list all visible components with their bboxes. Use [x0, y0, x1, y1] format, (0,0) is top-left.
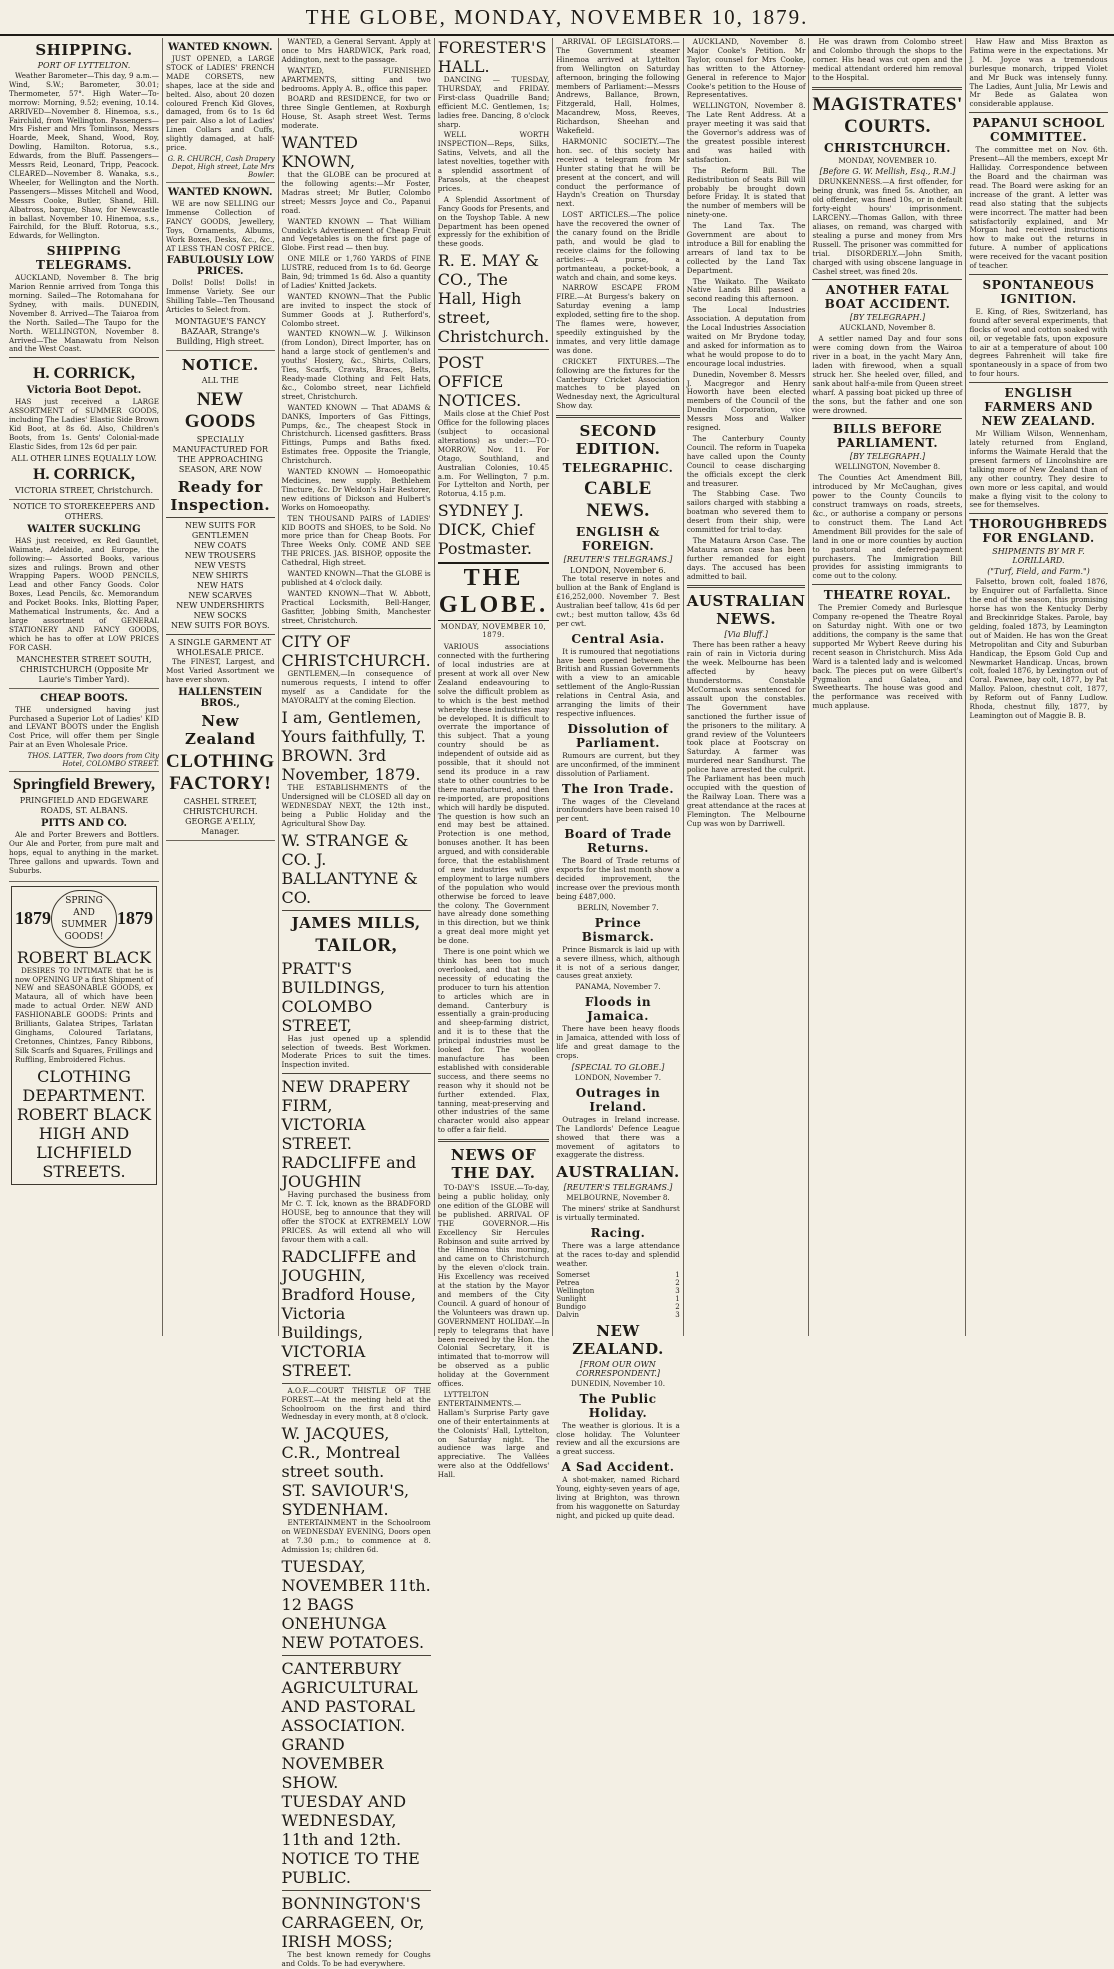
black-footer: ROBERT BLACK — [16, 1104, 152, 1124]
divider — [9, 357, 159, 358]
outrages-text: Outrages in Ireland increase. The Landlords' Defence League showed that there was a movement of agitators to exaggerate the distress. — [556, 1114, 680, 1160]
london2-dateline: LONDON, November 7. — [574, 1072, 662, 1082]
farmers-text: Mr William Wilson, Wennenham, lately returned from England, informs the Waimate Herald that the present farmers of Lincolnshire are talking more of New Zealand than of any other country. They desire to own more or less capital, and would make a flying visit to the colony to see for themselves. — [969, 429, 1108, 510]
divider — [282, 1890, 431, 1891]
bills-sub: [BY TELEGRAPH.] — [849, 452, 926, 462]
corrick-ad — [9, 361, 159, 499]
suit-9: NEW SUITS FOR BOYS. — [170, 621, 270, 631]
board-trade-title: Board of Trade Returns. — [564, 827, 672, 856]
boat-accident-title: ANOTHER FATAL BOAT ACCIDENT. — [824, 283, 951, 312]
holiday-text: The weather is glorious. It is a close holiday. The Volunteer review and all the excursions are a great success. — [556, 1420, 680, 1457]
brewery-subtitle: PRINGFIELD AND EDGEWARE ROADS, ST. ALBANS. — [19, 796, 149, 816]
dunedin-dateline: DUNEDIN, November 10. — [570, 1378, 666, 1388]
suit-8: NEW SOCKS — [193, 611, 247, 621]
black-address: HIGH AND LICHFIELD STREETS. — [36, 1123, 132, 1181]
racing-title: Racing. — [590, 1226, 646, 1241]
entertainment-title: ST. SAVIOUR'S, SYDENHAM. — [281, 1481, 410, 1520]
wanted-known-wilkinson: WANTED KNOWN—W. J. Wilkinson (from London), Direct Importer, has on hand a large stock of gentlemen's and youths' Hosiery, &c., Shirts, Collars, Ties, Scarfs, Cravats, Braces, Belts, Ready-made Clothing and Felt Hats, &c., Colombo street, near Lichfield street, Christchurch. — [281, 329, 431, 401]
fabulous-text: Dolls! Dolls! Dolls! in Immense Variety. See our Shilling Table—Ten Thousand Articles to Select from. — [166, 278, 275, 315]
shipping-text: Weather Barometer—This day, 9 a.m.—Wind, S.W.; Barometer, 30.01; Thermometer, 57°. High Water—To-morrow: Morning, 9.52; evening, 10.14. ARRIVED—November 8. Hinemoa, s.s., Fairchild, from Wellington. Passengers—Mrs Fisher and Mrs Tomlinson, Messrs Hoarde, Meek, Shand, Wood, Roy, Dowling, Hamilton. Rotorua, s.s., Edwards, from the Bluff. Passengers—Messrs Reid, Leonard, Tripp, Peacock. CLEARED—November 8. Wanaka, s.s., Wheeler, for Wellington and the North. Passengers—Misses Mitchell and Wood, Messrs Cooke, Butler, Shand, Hill. Albatross, barque, Shaw, for Newcastle in ballast. November 10. Hinemoa, s.s., Fairchild, for the Bluff. Rotorua, s.s., Edwards, for Wellington. — [9, 71, 159, 241]
masthead-title: THE GLOBE, MONDAY, NOVEMBER 10, 1879. — [305, 5, 809, 29]
accident-title: A Sad Accident. — [561, 1460, 675, 1475]
christchurch-text: DRUNKENNESS.—A first offender, for being drunk, was fined 5s. Another, an old offender, was fined 10s, or in default forty-eight hours' imprisonment. LARCENY.—Thomas Gallon, with three aliases, on remand, was charged with stealing a purse and money from Mrs Russell. The prisoner was committed for trial. DISORDERLY.—John Smith, charged with using obscene language in Cashel street, was fined 20s. — [812, 177, 963, 276]
pitts-text: Ale and Porter Brewers and Bottlers. Our Ale and Porter, from pure malt and hops, equal to anything in the market. Three gallons and upwards. Town and Suburbs. — [9, 830, 159, 875]
column-6 — [684, 38, 810, 1336]
divider — [687, 585, 806, 588]
news-text-2: LYTTELTON ENTERTAINMENTS.—Hallam's Surprise Party gave one of their entertainments at the Colonists' Hall, Lyttelton, on Saturday night. The audience was large and appreciative. The Vallées were also at the Oddfellows' Hall. — [437, 1389, 550, 1480]
closing-notice: THE ESTABLISHMENTS of the Undersigned will be CLOSED all day on WEDNESDAY NEXT, the 12th inst., being a Public Holiday and the Agricultural Show Day. — [281, 783, 431, 828]
thoroughbreds-source: ("Turf, Field, and Farm.") — [987, 567, 1090, 577]
cooke-petition: AUCKLAND, November 8. Major Cooke's Petition. Mr Taylor, counsel for Mrs Cooke, has written to the Attorney-General in reference to Major Cooke's petition to the House of Representatives. — [686, 37, 806, 100]
suckling-ad — [9, 500, 159, 689]
bazaar-name: MONTAGUE'S FANCY BAZAAR, Strange's Building, High street. — [174, 317, 266, 347]
race-row — [556, 1287, 680, 1295]
boat-accident-dateline: AUCKLAND, November 8. — [839, 323, 936, 333]
iron-trade-text: The wages of the Cleveland ironfounders have been raised 10 per cent. — [556, 796, 680, 824]
panama-dateline: PANAMA, November 7. — [575, 982, 661, 992]
brewery-ad — [9, 772, 159, 882]
legislators-text: ARRIVAL OF LEGISLATORS.—The Government steamer Hinemoa arrived at Lyttelton from Wellington on Saturday afternoon, bringing the following members of Parliament:—Messrs Andrews, Ballance, Brown, Fitzgerald, Hall, Holmes, Macandrew, Moss, Reeves, Richardson, Sheehan and Wakefield. — [556, 37, 680, 136]
divider — [282, 628, 431, 629]
kid-boots-ad: TEN THOUSAND PAIRS of LADIES' KID BOOTS and SHOES, to be Sold. No more price than for Cheap Boots. For Three Weeks Only. COME AND SEE THE PRICES. JAS. BISHOP, opposite the Cathedral, High street. — [281, 513, 431, 568]
christchurch-date: MONDAY, NOVEMBER 10. — [838, 155, 937, 165]
wanted-known-rutherford: WANTED KNOWN—That the Public are invited to inspect the stock of Summer Goods at J. Rutherford's, Colombo street. — [281, 291, 431, 328]
australian-news-text: There has been rather a heavy rain of rain in Victoria during the week. Melbourne has been affected by heavy thunderstorms. Constable McCormack was sentenced for assault upon the constables. The Government have sanctioned the further issue of the prisoners to the military. A grand review of the Volunteers took place at Footscray on Saturday. A farmer was murdered near Sandhurst. The police have arrested the culprit. The Parliament has been much occupied with the question of the Railway Loan. There was a great attendance at the races at Flemington. The Melbourne Cup was won by Darriwell. — [686, 640, 806, 828]
race-row — [556, 1303, 680, 1311]
radcliffe-title: RADCLIFFE and JOUGHIN — [281, 1153, 417, 1192]
ready-title: Ready for Inspection. — [170, 478, 271, 515]
special-label: [SPECIAL TO GLOBE.] — [571, 1062, 665, 1072]
wanted-apartments: WANTED, FURNISHED APARTMENTS, sitting and two bedrooms. Apply A. B., office this paper. — [281, 65, 431, 93]
new-goods-ad — [166, 351, 275, 841]
suit-4: NEW SHIRTS — [192, 571, 249, 581]
wanted-corsets-signature: G. R. CHURCH, Cash Drapery Depot, High street, Late Mrs Bowler. — [167, 154, 275, 179]
suit-5: NEW HATS — [196, 581, 244, 591]
divider — [969, 513, 1107, 514]
racing-text: There was a large attendance at the races to-day and splendid weather. — [556, 1241, 680, 1268]
divider — [812, 584, 962, 585]
shipping-telegrams-heading: SHIPPING TELEGRAMS. — [36, 244, 132, 273]
suit-6: NEW SCARVES — [188, 591, 253, 601]
potatoes-lot: 12 BAGS ONEHUNGA NEW POTATOES. — [281, 1594, 425, 1652]
farmers-title: ENGLISH FARMERS AND NEW ZEALAND. — [981, 386, 1096, 429]
wanted-known-published: WANTED KNOWN—That the GLOBE is published at 4 o'clock daily. — [281, 569, 431, 587]
thoroughbreds-sub: SHIPMENTS BY MR F. LORILLARD. — [992, 547, 1085, 566]
central-asia-title: Central Asia. — [571, 631, 665, 646]
divider — [969, 274, 1107, 275]
wanted-known-homoeopathic: WANTED KNOWN — Homoeopathic Medicines, new supply. Bethlehem Tincture, &c. Dr Weldon's Hair Restorer, new editions of Dickson and Hulbert's Works on Homoeopathy. — [281, 467, 431, 512]
shipping-telegrams-text: AUCKLAND, November 8. The brig Marion Rennie arrived from Tonga this morning. Sailed—The Rotomahana for Sydney, with mails. DUNEDIN, November 8. Arrived—The Taiaroa from the North. Sailed—The Taupo for the North. WELLINGTON, November 8. Arrived—The Manawatu from Nelson and the West Coast. — [9, 273, 159, 354]
divider — [282, 1383, 431, 1384]
melbourne-text: The miners' strike at Sandhurst is virtually terminated. — [556, 1204, 680, 1223]
fabulous-title: FABULOUSLY LOW PRICES. — [166, 255, 274, 278]
wanted-fancy-title: WANTED KNOWN. — [168, 186, 273, 198]
corrick-name: H. CORRICK, — [33, 465, 135, 483]
magistrates-title: MAGISTRATES' COURTS. — [812, 93, 963, 137]
board-residence: BOARD and RESIDENCE, for two or three Single Gentlemen, at Roxburgh House, St. Asaph street West. Terms moderate. — [281, 94, 431, 131]
cable-news-title: CABLE NEWS. — [584, 478, 652, 522]
column-7 — [809, 38, 966, 1336]
new-goods-title: NEW GOODS — [184, 389, 256, 433]
spring-year-left: 1879 — [15, 908, 51, 929]
reform-bill: The Reform Bill. The Redistribution of Seats Bill will probably be brought down before Friday. It is stated that the number of members will be ninety-one. — [686, 165, 806, 220]
thoroughbreds-text: Falsetto, brown colt, foaled 1876, by Enquirer out of Farfalletta. Since the end of the season, this promising horse has won the Kentucky Derby and Breckinridge Stakes. Parole, bay gelding, foaled 1873, by Leamington out of Maiden. He has won the Great Metropolitan and City and Suburban Handicap, the Epsom Gold Cup and Newmarket Handicap. Uncas, brown colt, foaled 1876, by Lexington out of Coral. Pawnee, bay colt, 1877, by Pat Malloy. Paloon, chestnut colt, 1877, by Reform out of Fanny Ludlow. Rhoda, chestnut filly, 1877, by Leamington out of Maggie B. B. — [969, 577, 1108, 720]
race-place: 1 — [675, 1294, 680, 1303]
divider — [438, 349, 550, 350]
shipping-heading: SHIPPING. — [35, 41, 133, 59]
fire-escape-text: NARROW ESCAPE FROM FIRE.—At Burgess's bakery on Saturday evening a lamp exploded, setting fire to the shop. The flames were, however, speedily extinguished by the inmates, and very little damage was done. — [556, 283, 680, 355]
address-text: WELLINGTON, November 8. The Late Rent Address. At a prayer meeting it was said that the Governor's address was of the greatest possible interest and was hailed with satisfaction. — [686, 101, 806, 164]
ignition-text: E. King, of Ries, Switzerland, has found after several experiments, that flocks of wool and cotton soaked with oil, or vegetable fats, upon exposure to air at a temperature of about 100 degrees Fahrenheit will take fire spontaneously in a space of from two to four hours. — [969, 306, 1108, 379]
race-horse: Bundigo — [556, 1302, 586, 1311]
reuter-label: [REUTER'S TELEGRAMS.] — [563, 555, 673, 565]
factory-title: CLOTHING FACTORY! — [166, 750, 275, 794]
theatre-text: The Premier Comedy and Burlesque Company re-opened the Theatre Royal on Saturday night. With one or two additions, the company is the same that supported Mr Wybert Reeve during his recent season in Christchurch. Miss Ada Ward is a talented lady and is welcomed back. The pieces put on were Gilbert's Pygmalion and Galatea, and Sweethearts. The house was good and the performance was received with much applause. — [812, 603, 963, 711]
race-horse: Somerset — [556, 1270, 590, 1279]
divider — [282, 910, 431, 911]
land-tax: The Land Tax. The Government are about to introduce a Bill for enabling the arrears of land tax to be collected by the Land Tax Department. — [686, 221, 806, 275]
papanui-text: The committee met on Nov. 6th. Present—All the members, except Mr Halliday. Correspondence between the Board and the chairman was read. The Board were asking for an increase of the grant. A letter was read also stating that the subjects were incorrect. The matter had been satisfactorily explained, and Mr Morgan had received instructions how to make out the returns in future. A number of applications were received for the vacant position of teacher. — [969, 145, 1108, 271]
radcliffe-text: Having purchased the business from Mr C. T. Ick, known as the BRADFORD HOUSE, beg to announce that they will offer the STOCK at EXTREMELY LOW PRICES. As will extend all who will favour them with a call. — [281, 1190, 431, 1244]
floods-text: There have been heavy floods in Jamaica, attended with loss of life and great damage to the crops. — [556, 1024, 680, 1060]
show-notice: NOTICE TO THE PUBLIC. — [281, 1848, 420, 1887]
globe-title: THE GLOBE. — [438, 562, 550, 621]
wanted-fancy-ad — [166, 183, 275, 351]
tuesday-title: TUESDAY, NOVEMBER 11th. — [281, 1556, 431, 1595]
race-horse: Dalvin — [556, 1310, 579, 1319]
suit-2: NEW TROUSERS — [184, 551, 256, 561]
race-place: 3 — [675, 1310, 680, 1319]
arson-case: The Mataura Arson Case. The Mataura arson case has been further remanded for eight days. The accused has been admitted to bail. — [686, 535, 806, 581]
column-2 — [163, 38, 279, 1336]
suckling-address: MANCHESTER STREET SOUTH, CHRISTCHURCH (Opposite Mr Laurie's Timber Yard). — [16, 654, 152, 684]
wanted-known-adams: WANTED KNOWN — That ADAMS & DANKS, Importers of Gas Fittings, Pumps, &c., The cheapest Stock in Christchurch. Licensed gasfitters. Brass Fittings, Pumps and Baths fixed. Estimates free. Opposite the Triangle, Christchurch. — [281, 402, 431, 466]
pitts-title: PITTS AND CO. — [40, 818, 128, 830]
hall-text: DANCING — TUESDAY, THURSDAY, and FRIDAY. First-class Quadrille Band; efficient M.C. Gentlemen, 1s; ladies free. Dancing, 8 o'clock sharp. — [437, 75, 550, 129]
divider — [282, 1073, 431, 1074]
hallenstein-name: HALLENSTEIN BROS., — [178, 686, 263, 709]
race-results — [556, 1271, 680, 1319]
finest-text: The FINEST, Largest, and Most Varied Assortment we have ever shown. — [166, 657, 275, 684]
show-title: CANTERBURY AGRICULTURAL AND PASTORAL ASSOCIATION. — [281, 1658, 418, 1735]
may-signature: R. E. MAY & CO., The Hall, High street, Christchurch. — [437, 251, 550, 347]
holiday-title: The Public Holiday. — [579, 1391, 657, 1420]
corrick-title: H. CORRICK, — [33, 365, 135, 383]
telegraphic-title: TELEGRAPHIC. — [562, 461, 674, 476]
wanted-servant: WANTED, a General Servant. Apply at once to Mrs HARDWICK, Park road, Addington, next to the passage. — [281, 37, 431, 64]
bills-title: BILLS BEFORE PARLIAMENT. — [833, 422, 942, 451]
divider — [282, 1655, 431, 1656]
london-dateline: LONDON, November 6. — [570, 566, 666, 576]
divider — [969, 112, 1107, 113]
suit-0: NEW SUITS FOR GENTLEMEN — [185, 521, 256, 541]
continued-text: He was drawn from Colombo street and Colombo through the shops to the corner. His head was cut open and the medical attendant ordered him removal to the Hospital. — [812, 37, 963, 82]
wanted-known-abbott: WANTED KNOWN—That W. Abbott, Practical Locksmith, Bell-Hanger, Gasfitter, Jobbing Smith, Manchester street, Christchurch. — [281, 588, 431, 625]
cricket-text: CRICKET FIXTURES.—The following are the fixtures for the Canterbury Cricket Association matches to be played on Wednesday next, the Agricultural Show day. — [556, 356, 680, 411]
central-asia-text: It is rumoured that negotiations have been opened between the British and Russian Governments with a view to an amicable settlement of the Anglo-Russian relations in Central Asia, and arranging the limits of their respective influences. — [556, 646, 680, 718]
post-office-signature: SYDNEY J. DICK, Chief Postmaster. — [437, 501, 535, 559]
australian-news-sub: [Via Bluff.] — [724, 630, 768, 640]
cheap-boots-text: THE undersigned having just Purchased a Superior Lot of Ladies' KID and LEVANT BOOTS under the English Cost Price, will offer them per Single Pair at an Even Wholesale Price. — [9, 704, 159, 750]
bismarck-text: Prince Bismarck is laid up with a severe illness, which, although it is not of a serious danger, causes great anxiety. — [556, 944, 680, 981]
race-horse: Petrea — [556, 1278, 580, 1287]
dissolution-text: Rumours are current, but they are unconfirmed, of the imminent dissolution of Parliament. — [556, 750, 680, 778]
dunedin-council: Dunedin, November 8. Messrs J. Macgregor and Henry Howorth have been elected members of the Council of the Dunedin Corporation, vice Messrs Moss and Walker resigned. — [686, 369, 806, 433]
wanted-corsets-ad — [166, 38, 275, 183]
iron-trade-title: The Iron Trade. — [561, 781, 675, 796]
bismarck-title: Prince Bismarck. — [581, 915, 655, 944]
wanted-known-cundick: WANTED KNOWN — That William Cundick's Advertisement of Cheap Fruit and Vegetables is on the first page of Globe. First read — then buy. — [281, 216, 431, 253]
local-industries: The Local Industries Association. A deputation from the Local Industries Association waited on Mr Brydone today, and asked for information as to what he would propose to do to encourage local industries. — [686, 305, 806, 368]
divider — [969, 382, 1107, 383]
cheap-boots-title: CHEAP BOOTS. — [40, 692, 128, 704]
wanted-known-title: WANTED KNOWN, — [281, 133, 358, 172]
post-office-text: Mails close at the Chief Post Office for the following places (subject to occasional alterations) as under:—TO-MORROW, Nov. 11. For Otago, Southland, and Australian Colonies, 10.45 a.m. For Wellington, 7 p.m. For Lyttelton and North, per Rotorua, 4.15 p.m. — [437, 409, 550, 499]
column-8 — [966, 38, 1110, 1336]
race-horse: Wellington — [556, 1286, 595, 1295]
post-office-title: POST OFFICE NOTICES. — [437, 353, 522, 411]
race-row — [556, 1311, 680, 1319]
suit-7: NEW UNDERSHIRTS — [176, 601, 265, 611]
globe-date: MONDAY, NOVEMBER 10, 1879. — [440, 623, 547, 640]
corrick-footer: ALL OTHER LINES EQUALLY LOW. — [11, 453, 157, 463]
race-horse: Sunlight — [556, 1294, 587, 1303]
boat-accident-text: A settler named Day and four sons were coming down from the Wairoa river in a boat, in the yacht Mary Ann, laden with firewood, when a squall struck her. She heeled over, filled, and sank about half-a-mile from Queen street wharf. A passing boat picked up three of the sons, but the father and one son were drowned. — [812, 334, 963, 415]
mills-title: JAMES MILLS, — [291, 913, 421, 932]
divider — [556, 415, 680, 418]
corrick-subtitle: Victoria Boot Depot. — [26, 385, 142, 397]
column-3 — [279, 37, 435, 1968]
dissolution-title: Dissolution of Parliament. — [567, 721, 669, 750]
mills-trade: TAILOR, — [315, 934, 398, 956]
single-garment: A SINGLE GARMENT AT WHOLESALE PRICE. — [169, 638, 272, 658]
inspection-text: WELL WORTH INSPECTION—Reps, Silks, Satins, Velvets, and all the latest novelties, together with a splendid assortment of Parasols, at the cheapest prices. — [437, 130, 550, 193]
suckling-text: HAS just received, ex Red Gauntlet, Waimate, Adelaide, and Europe, the following:— Assorted Books, various sizes and rulings. Brown and other Wrapping Papers. WOOD PENCILS, Lead and other Fancy Goods. Color Boxes, Lead Pencils, &c. Memorandum and Pocket Books. Inks, Blotting Paper, Mathematical Instruments, &c. And a large assortment of GENERAL STATIONERY AND FANCY GOODS, which he has to offer at LOW PRICES FOR CASH. — [9, 535, 159, 652]
london-text: The total reserve in notes and bullion at the Bank of England is £16,252,000. November 7. Best Australian beef tallow, 41s 6d per cwt.; best mutton tallow, 43s 6d per cwt. — [556, 574, 680, 628]
suit-3: NEW VESTS — [194, 561, 247, 571]
factory-manager: GEORGE A'ELLY, Manager. — [185, 816, 256, 836]
wanted-corsets-text: JUST OPENED, a LARGE STOCK of LADIES' FRENCH MADE CORSETS, new shapes, lace at the side and belted. Also, about 20 dozen coloured French Kid Gloves, damaged, from 6s to 1s 6d per pair. Also a lot of Ladies' Linen Collars and Cuffs, slightly damaged, at half-price. — [166, 54, 275, 153]
wanted-known-globe: that the GLOBE can be procured at the following agents:—Mr Foster, Madras street; Mr Butler, Colombo street; Messrs Joyce and Co., Papanui road. — [281, 170, 431, 215]
county-council: The Canterbury County Council. The reform in Tuapeka have called upon the County Council to cease discharging the officials except the clerk and treasurer. — [686, 433, 806, 488]
australian-news-title: AUSTRALIAN NEWS. — [686, 592, 806, 629]
cheap-boots-ad — [9, 689, 159, 773]
lost-articles-text: LOST ARTICLES.—The police have the recovered the owner of the canary found on the Bridle path, and would be glad to receive claims for the following articles:—A purse, a portmanteau, a pocket-book, a watch and chain, and some keys. — [556, 210, 680, 282]
suit-1: NEW COATS — [194, 541, 247, 551]
melbourne-dateline: MELBOURNE, November 8. — [566, 1193, 670, 1203]
factory-address: CASHEL STREET, CHRISTCHURCH. — [182, 796, 258, 816]
column-1 — [6, 38, 163, 1336]
boat-accident-sub: [BY TELEGRAPH.] — [849, 313, 926, 323]
black-clothing: CLOTHING DEPARTMENT. — [22, 1066, 146, 1105]
race-place: 2 — [675, 1302, 680, 1311]
divider — [812, 87, 962, 90]
lodge-signature: W. JACQUES, C.R., Montreal street south. — [281, 1424, 401, 1482]
harmonic-text: HARMONIC SOCIETY.—The hon. sec. of this society has received a telegram from Mr Hunter stating that he will be present at the concert, and will conduct the performance of Haydn's Creation on Thursday next. — [556, 136, 680, 209]
divider — [166, 634, 275, 635]
radcliffe-signature: RADCLIFFE and JOUGHIN, Bradford House, Victoria Buildings, VICTORIA STREET. — [281, 1246, 417, 1380]
column-4 — [435, 38, 554, 1480]
hall-title: FORESTER'S HALL. — [437, 38, 547, 76]
new-zealand-sub: [FROM OUR OWN CORRESPONDENT.] — [575, 1359, 661, 1378]
notice-title: NOTICE. — [181, 356, 259, 375]
editorial-text-2: There is one point which we think has been too much overlooked, and that is the necessity of educating the producer to turn his attention to articles which are in demand. Canterbury is essentially a grain-producing and sheep-farming district, and it is to these that the principal industries must be looked for. The woollen manufacture has been established with considerable success, and there seems no reason why it should not be further extended. Flax, tanning, meat-preserving and other industries of the same character would also appear to offer a fair field. — [437, 947, 550, 1135]
stabbing-case: The Stabbing Case. Two sailors charged with stabbing a boatman who severed them to desert from their ship, were committed for trial to-day. — [686, 489, 806, 535]
theatre-title: THEATRE ROYAL. — [823, 588, 952, 603]
divider — [812, 279, 962, 280]
spring-year-right: 1879 — [117, 908, 153, 929]
divider — [438, 1139, 550, 1142]
papanui-title: PAPANUI SCHOOL COMMITTEE. — [972, 116, 1105, 145]
bills-dateline: WELLINGTON, November 8. — [834, 462, 941, 472]
australian-title: AUSTRALIAN. — [556, 1163, 680, 1182]
mills-address: PRATT'S BUILDINGS, COLOMBO STREET, — [281, 958, 386, 1035]
theatre-continued: Haw Haw and Miss Braxton as Fatima were in the expectations. Mr J. M. Joyce was a tremendous burlesque monarch, tripped Violet and Mr Buck was intensely funny. The Ladies, Aunt Julia, Mr Lewis and Mr Bede as Galatea won considerable applause. — [969, 37, 1108, 109]
cable-news-subtitle: ENGLISH & FOREIGN. — [576, 525, 660, 554]
race-row — [556, 1271, 680, 1279]
lodge-notice: A.O.F.—COURT THISTLE OF THE FOREST.—At the meeting held at the Schoolroom on the first and third Wednesday in every month, at 8 o'clock. — [281, 1385, 431, 1422]
port-heading: PORT OF LYTTELTON. — [37, 61, 131, 70]
berlin-dateline: BERLIN, November 7. — [577, 902, 659, 912]
spring-label: SPRING AND SUMMER GOODS! — [51, 890, 117, 948]
thoroughbreds-title: THOROUGHBREDS FOR ENGLAND. — [969, 517, 1108, 546]
corrick-text: HAS just received a LARGE ASSORTMENT of SUMMER GOODS, including The Ladies' Elastic Side Brown Kid Boot, at 8s 6d. Also, Children's Boots, from 1s. Gents' Colonial-made Elastic Sides, from 12s 6d per pair. — [9, 397, 159, 451]
bonnington-text: The best known remedy for Coughs and Colds. To be had everywhere. — [281, 1949, 431, 1968]
column-5 — [553, 37, 684, 1520]
election-signature: I am, Gentlemen, Yours faithfully, T. BROWN. 3rd November, 1879. — [281, 708, 426, 785]
election-title: CITY OF CHRISTCHURCH. — [281, 632, 431, 671]
election-text: GENTLEMEN,—In consequence of numerous requests, I intend to offer myself as a Candidate for the MAYORALTY at the coming Election. — [281, 669, 431, 706]
second-edition-title: SECOND EDITION. — [575, 422, 661, 459]
drapery-title: NEW DRAPERY FIRM, — [281, 1077, 410, 1116]
black-title: ROBERT BLACK — [16, 947, 152, 967]
black-text: DESIRES TO INTIMATE that he is now OPENING UP a first Shipment of NEW and SEASONABLE GOODS, ex Mataura, all of which have been made to actual Order. NEW AND FASHIONABLE GOODS: Prints and Brilliants, Galatea Stripes, Tarlatan Ginghams, Coloured Tarlatans, Cretonnes, Chintzes, Fancy Ribbons, Silk Scarfs and Squares, Frillings and Ruffling, Embroidered Fichus. — [15, 965, 153, 1064]
suckling-title: WALTER SUCKLING — [27, 523, 141, 535]
new-goods-sub: SPECIALLY MANUFACTURED FOR THE APPROACHING SEASON, ARE NOW — [172, 435, 269, 475]
christchurch-bench: [Before G. W. Mellish, Esq., R.M.] — [819, 167, 956, 177]
wanted-fancy-text: WE are now SELLING our Immense Collection of FANCY GOODS, Jewellery, Toys, Ornaments, Albums, Work Boxes, Desks, &c., &c., AT LESS THAN COST PRICE. — [166, 198, 275, 253]
outrages-title: Outrages in Ireland. — [575, 1085, 661, 1114]
divider — [166, 517, 275, 518]
race-place: 1 — [675, 1270, 680, 1279]
cheap-boots-signature: THOS. LATTER, Two doors from City Hotel, COLOMBO STREET. — [27, 752, 159, 769]
fancy-goods-text: A Splendid Assortment of Fancy Goods for Presents, and on the Toyshop Table. A new Department has been opened expressly for the exhibition of these goods. — [437, 194, 550, 249]
brewery-title: Springfield Brewery, — [13, 776, 155, 794]
australian-sub: [REUTER'S TELEGRAMS.] — [563, 1183, 673, 1193]
columns — [6, 37, 1108, 1968]
lustre-ad: ONE MILE or 1,760 YARDS of FINE LUSTRE, reduced from 1s to 6d. George Bain, 9d; trimmed 1s 6d. Also a quantity of Ladies' Knitted Jackets. — [281, 254, 431, 290]
race-row — [556, 1279, 680, 1287]
show-days: TUESDAY AND WEDNESDAY, 11th and 12th. — [281, 1791, 407, 1849]
divider — [812, 418, 962, 419]
masthead — [0, 0, 1114, 36]
new-zealand-title: NEW ZEALAND. — [572, 1321, 664, 1358]
accident-text: A shot-maker, named Richard Young, eighty-seven years of age, living at Brighton, was thrown from his waggonette on Saturday night, and picked up quite dead. — [556, 1475, 680, 1520]
board-trade-text: The Board of Trade returns of exports for the last month show a decided improvement, the increase over the previous month being £487,000. — [556, 856, 680, 901]
race-place: 2 — [675, 1278, 680, 1287]
closing-signature: W. STRANGE & CO. J. BALLANTYNE & CO. — [281, 830, 418, 907]
spring-banner — [15, 890, 153, 948]
entertainment-text: ENTERTAINMENT in the Schoolroom on WEDNESDAY EVENING, Doors open at 7.30 p.m.; to commence at 8. Admission 1s; children 6d. — [281, 1518, 431, 1555]
storekeepers-notice: NOTICE TO STOREKEEPERS AND OTHERS. — [12, 501, 156, 521]
race-row — [556, 1295, 680, 1303]
mills-text: Has just opened up a splendid selection of tweeds. Best Workmen. Moderate Prices to suit the times. Inspection invited. — [281, 1033, 431, 1070]
spring-goods-box — [11, 886, 157, 1185]
floods-title: Floods in Jamaica. — [584, 995, 652, 1024]
ignition-title: SPONTANEOUS IGNITION. — [982, 277, 1095, 306]
waikato: The Waikato. The Waikato Native Lands Bill passed a second reading this afternoon. — [686, 276, 806, 304]
news-title: NEWS OF THE DAY. — [450, 1146, 537, 1183]
bonnington-title: BONNINGTON'S CARRAGEEN, Or, IRISH MOSS; — [281, 1893, 425, 1951]
race-place: 3 — [675, 1286, 680, 1295]
christchurch-title: CHRISTCHURCH. — [824, 140, 951, 155]
drapery-address: VICTORIA STREET. — [281, 1115, 366, 1154]
editorial-text: VARIOUS associations connected with the furthering of local industries are at present at work all over New Zealand endeavouring to solve the difficult problem as to which is the best method whereby these industries may be developed. It is difficult to overrate the importance of this subject. That a young country should be as independent of outside aid as possible, that it should not send its produce in a raw state to other countries to be there manufactured, and then re-imported, are propositions which will hardly be disputed. The question is how such an end may best be attained. Protection is one method, bonuses another. It has been argued, and with considerable force, that the establishment of new industries will give employment to large numbers of the population who would otherwise be forced to leave the colony. The Government have already done something in this direction, but we think a great deal more might yet be done. — [437, 642, 550, 946]
notice-sub: ALL THE — [201, 376, 239, 386]
wanted-corsets-title: WANTED KNOWN. — [168, 42, 273, 53]
show-subtitle: GRAND NOVEMBER SHOW. — [281, 1734, 384, 1792]
new-zealand-title: New Zealand — [185, 711, 256, 748]
bills-text: The Counties Act Amendment Bill, introduced by Mr McCaughan, gives power to the County Councils to construct tramways on roads, streets, &c., or authorise a company or persons to construct them. The Land Act Amendment Bill provides for the sale of land in one or more counties by auction to pastoral and deferred-payment purchasers. The Immigration Bill provides for assisting immigrants to come out to the colony. — [812, 473, 963, 581]
news-text: TO-DAY'S ISSUE.—To-day, being a public holiday, only one edition of the GLOBE will be published. ARRIVAL OF THE GOVERNOR.—His Excellency Sir Hercules Robinson and suite arrived by the Hinemoa this morning, and came on to Christchurch by the eleven o'clock train. His Excellency was received at the station by the Mayor and members of the City Council. A guard of honour of the Volunteers was drawn up. GOVERNMENT HOLIDAY.—In reply to telegrams that have been received by the Hon. the Colonial Secretary, it is intimated that to-morrow will be observed as a public holiday at the Government offices. — [437, 1183, 550, 1389]
corrick-address: VICTORIA STREET, Christchurch. — [15, 485, 153, 495]
